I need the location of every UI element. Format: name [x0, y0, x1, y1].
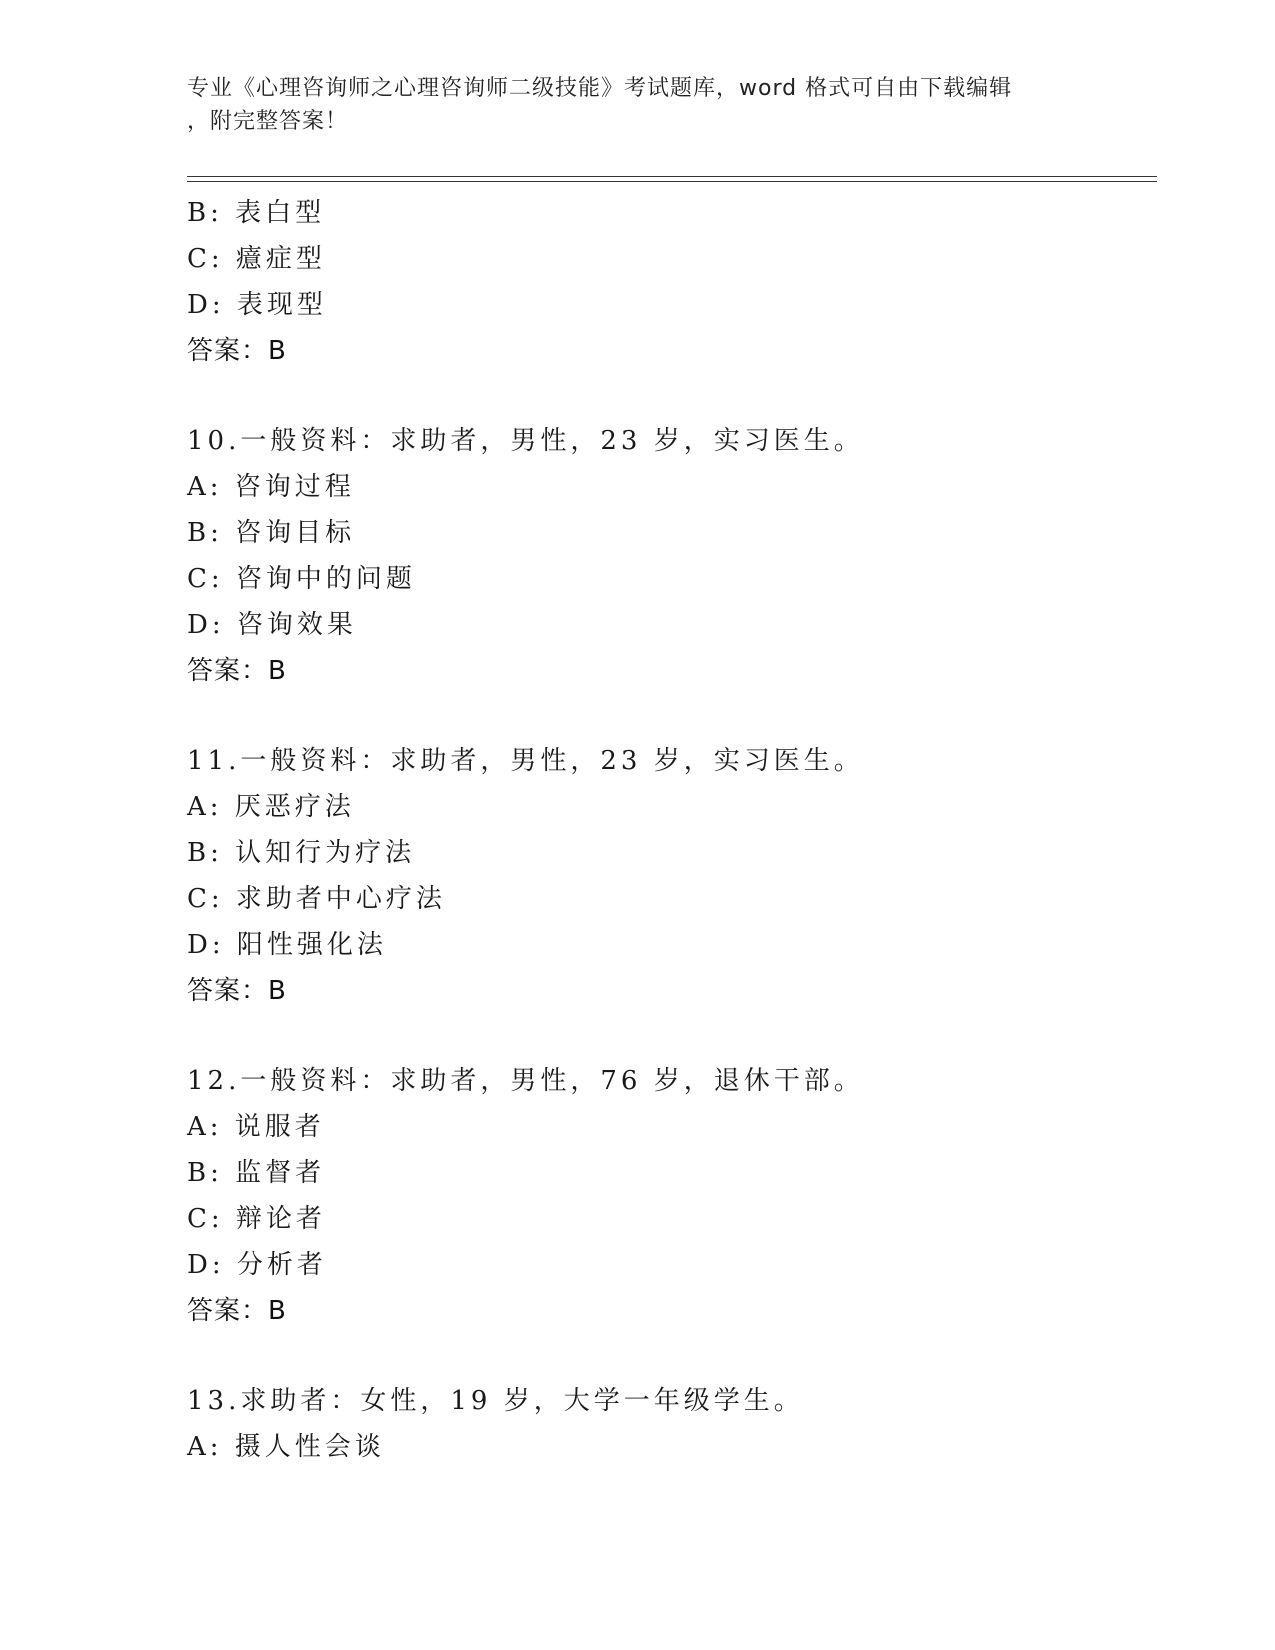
option-c: C: 癔症型 — [187, 244, 326, 274]
question-13 — [187, 1378, 1157, 1470]
answer-line: 答案：B — [187, 1296, 287, 1326]
option-c: C: 咨询中的问题 — [187, 564, 416, 594]
option-b: B: 认知行为疗法 — [187, 838, 416, 868]
question-10 — [187, 418, 1157, 694]
header-line-1: 专业《心理咨询师之心理咨询师二级技能》考试题库，word 格式可自由下载编辑 — [187, 76, 1013, 101]
option-b: B: 监督者 — [187, 1158, 326, 1188]
question-list — [187, 190, 1157, 1470]
document-header — [187, 72, 1087, 138]
option-c: C: 辩论者 — [187, 1204, 326, 1234]
answer-line: 答案：B — [187, 976, 287, 1006]
header-line-2: ，附完整答案！ — [187, 109, 349, 134]
option-a: A: 咨询过程 — [187, 472, 355, 502]
question-title: 11.一般资料：求助者，男性，23 岁，实习医生。 — [187, 746, 864, 776]
question-title: 12.一般资料：求助者，男性，76 岁，退休干部。 — [187, 1066, 864, 1096]
option-b: B: 表白型 — [187, 198, 326, 228]
question-title: 10.一般资料：求助者，男性，23 岁，实习医生。 — [187, 426, 864, 456]
option-d: D: 阳性强化法 — [187, 930, 387, 960]
option-a: A: 厌恶疗法 — [187, 792, 355, 822]
question-12 — [187, 1058, 1157, 1334]
option-c: C: 求助者中心疗法 — [187, 884, 446, 914]
header-divider-top — [187, 176, 1157, 177]
option-d: D: 表现型 — [187, 290, 327, 320]
answer-line: 答案：B — [187, 336, 287, 366]
answer-line: 答案：B — [187, 656, 287, 686]
option-a: A: 摄人性会谈 — [187, 1432, 385, 1462]
header-divider-bottom — [187, 181, 1157, 182]
question-9 — [187, 190, 1157, 374]
option-d: D: 咨询效果 — [187, 610, 357, 640]
option-b: B: 咨询目标 — [187, 518, 356, 548]
question-title: 13.求助者：女性，19 岁，大学一年级学生。 — [187, 1386, 804, 1416]
option-a: A: 说服者 — [187, 1112, 325, 1142]
option-d: D: 分析者 — [187, 1250, 327, 1280]
question-11 — [187, 738, 1157, 1014]
